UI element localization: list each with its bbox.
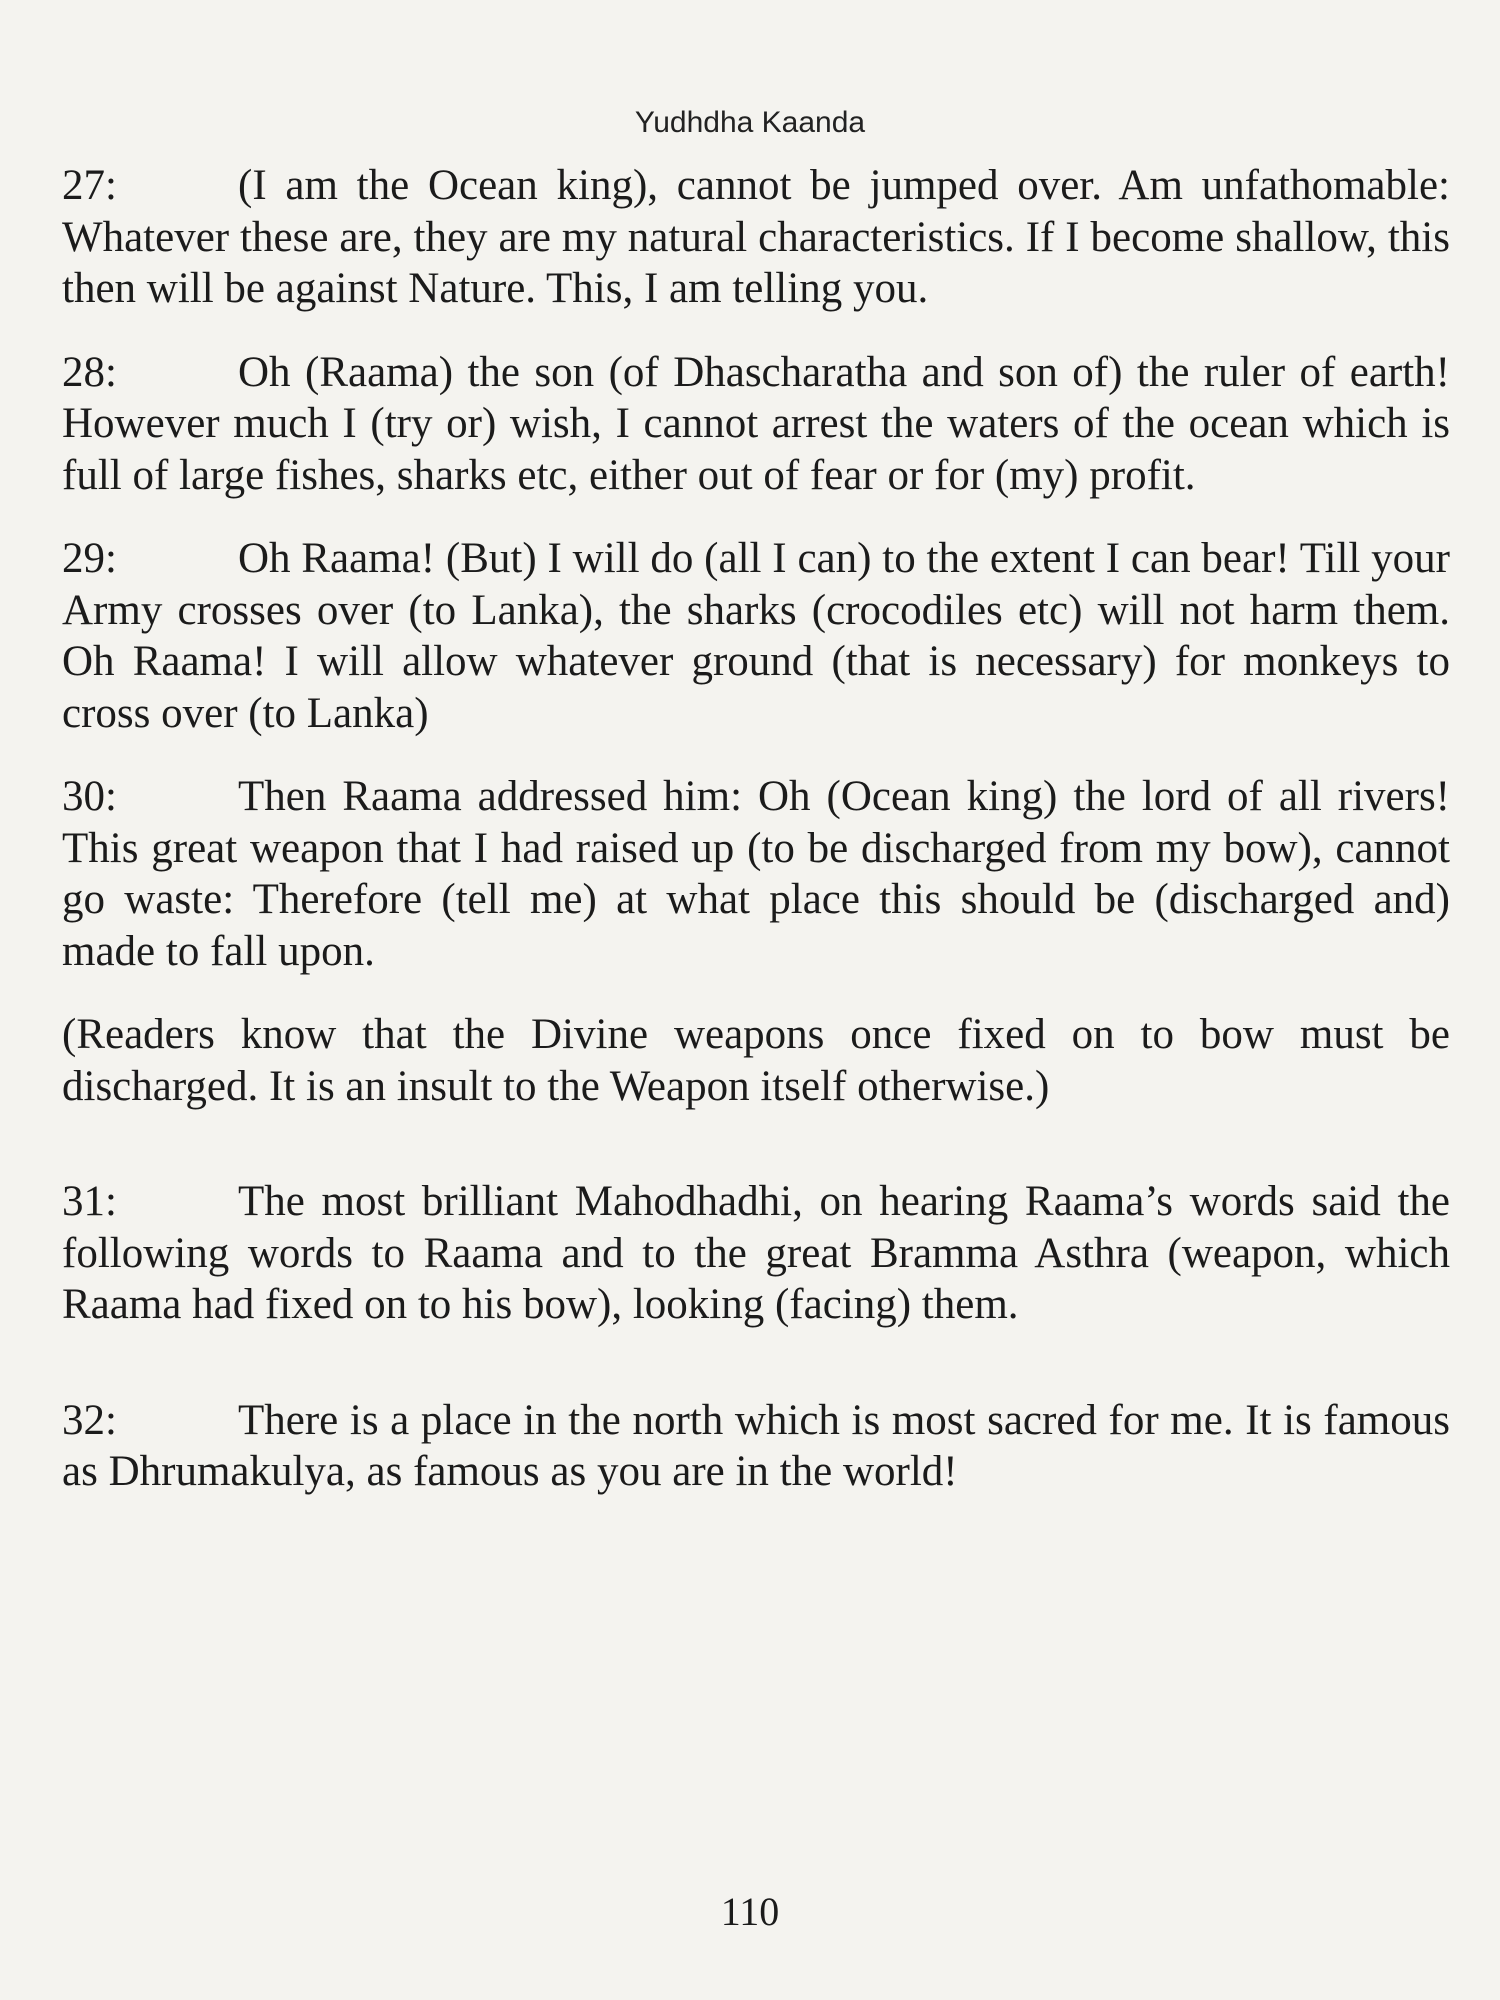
verse-text: The most brilliant Mahodhadhi, on hearing Raama’s words said the following words to Raama and to the great Bramma Asthra (weapon, which Raama had fixed on to his bow), looking (facing) them. [62, 1178, 1450, 1328]
page-body [62, 160, 1450, 1530]
verse-27 [62, 160, 1450, 315]
verse-text: Oh (Raama) the son (of Dhascharatha and son of) the ruler of earth! However much I (try or) wish, I cannot arrest the waters of the ocean which is full of large fishes, sharks etc, either out of fear or for (my) profit. [62, 348, 1450, 499]
verse-32 [62, 1395, 1450, 1498]
reader-note: (Readers know that the Divine weapons once fixed on to bow must be discharged. It is an insult to the Weapon itself otherwise.) [62, 1011, 1450, 1110]
verse-number: 30: [62, 773, 117, 820]
verse-number: 27: [62, 162, 117, 209]
verse-text: (I am the Ocean king), cannot be jumped over. Am unfathomable: Whatever these are, they are my natural characteristics. If I become shallow, this then will be against Nature. This, I am telling you. [62, 162, 1450, 312]
page-number: 110 [720, 1889, 780, 1934]
verse-number: 29: [62, 535, 117, 582]
verse-28 [62, 347, 1450, 502]
verse-text: There is a place in the north which is most sacred for me. It is famous as Dhrumakulya, as famous as you are in the world! [62, 1396, 1450, 1495]
verse-text: Oh Raama! (But) I will do (all I can) to the extent I can bear! Till your Army crosses over (to Lanka), the sharks (crocodiles etc) will not harm them. Oh Raama! I will allow whatever ground (that is necessary) for monkeys to cross over (to Lanka) [62, 535, 1450, 737]
verse-number: 28: [62, 348, 117, 396]
verse-30 [62, 771, 1450, 977]
verse-number: 32: [62, 1396, 117, 1444]
verse-31 [62, 1176, 1450, 1331]
verse-text: Then Raama addressed him: Oh (Ocean king) the lord of all rivers! This great weapon that I had raised up (to be discharged from my bow), cannot go waste: Therefore (tell me) at what place this should be (discharged and) made to fall upon. [62, 773, 1450, 975]
running-header: Yudhdha Kaanda [634, 106, 866, 139]
verse-number: 31: [62, 1178, 117, 1225]
verse-29 [62, 533, 1450, 739]
